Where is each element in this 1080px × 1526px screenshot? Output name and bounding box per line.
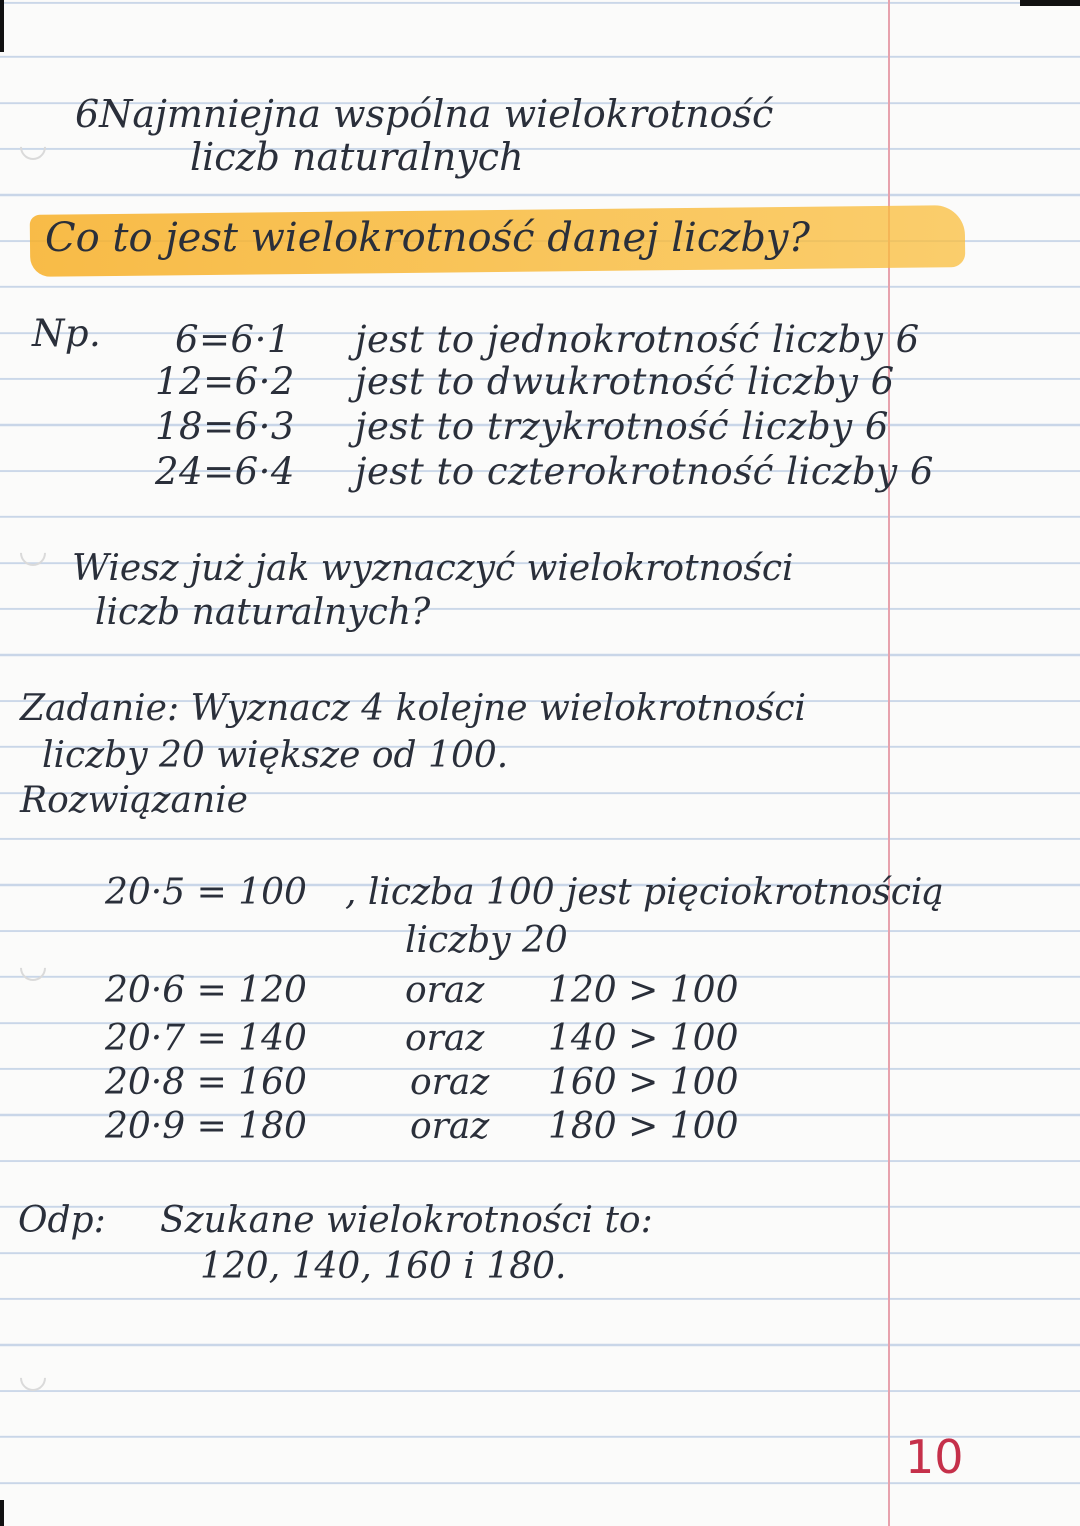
example-eq: 24=6·4 xyxy=(155,450,295,493)
example-desc: jest to jednokrotność liczby 6 xyxy=(355,318,920,361)
answer-label: Odp: xyxy=(18,1200,106,1241)
page-number: 10 xyxy=(905,1430,964,1484)
example-eq: 18=6·3 xyxy=(155,405,295,448)
solution-conj: oraz xyxy=(405,970,485,1011)
solution-eq: 20·6 = 120 xyxy=(105,970,307,1011)
examples-label: Np. xyxy=(32,312,102,355)
solution-compare: 140 > 100 xyxy=(548,1018,739,1059)
corner-mark xyxy=(0,1500,4,1526)
solution-eq: 20·8 = 160 xyxy=(105,1062,307,1103)
solution-conj: oraz xyxy=(410,1062,490,1103)
task-line-2: liczby 20 większe od 100. xyxy=(42,735,509,776)
solution-conj: oraz xyxy=(410,1106,490,1147)
prompt-line-1: Wiesz już jak wyznaczyć wielokrotności xyxy=(72,548,794,589)
question: Co to jest wielokrotność danej liczby? xyxy=(45,215,810,261)
example-eq: 6=6·1 xyxy=(175,318,291,361)
prompt-line-2: liczb naturalnych? xyxy=(95,592,431,633)
answer-line-1: Szukane wielokrotności to: xyxy=(160,1200,653,1241)
example-eq: 12=6·2 xyxy=(155,360,295,403)
corner-mark xyxy=(1020,0,1080,6)
solution-compare: 120 > 100 xyxy=(548,970,739,1011)
punch-hole xyxy=(15,1360,52,1397)
solution-first-eq: 20·5 = 100 xyxy=(105,872,307,913)
example-desc: jest to dwukrotność liczby 6 xyxy=(355,360,895,403)
title-line-1: 6Najmniejna wspólna wielokrotność xyxy=(75,92,774,136)
corner-mark xyxy=(0,0,4,52)
title-line-2: liczb naturalnych xyxy=(190,135,524,179)
solution-compare: 180 > 100 xyxy=(548,1106,739,1147)
solution-eq: 20·7 = 140 xyxy=(105,1018,307,1059)
example-desc: jest to trzykrotność liczby 6 xyxy=(355,405,889,448)
solution-compare: 160 > 100 xyxy=(548,1062,739,1103)
solution-first-desc: liczby 20 xyxy=(405,920,568,961)
task-line-1: Zadanie: Wyznacz 4 kolejne wielokrotności xyxy=(20,688,807,729)
solution-first-desc: , liczba 100 jest pięciokrotnością xyxy=(345,872,944,913)
punch-hole xyxy=(15,950,52,987)
solution-eq: 20·9 = 180 xyxy=(105,1106,307,1147)
solution-label: Rozwiązanie xyxy=(20,780,248,821)
example-desc: jest to czterokrotność liczby 6 xyxy=(355,450,934,493)
answer-line-2: 120, 140, 160 i 180. xyxy=(200,1246,567,1287)
punch-hole xyxy=(15,535,52,572)
punch-hole xyxy=(15,129,52,166)
solution-conj: oraz xyxy=(405,1018,485,1059)
